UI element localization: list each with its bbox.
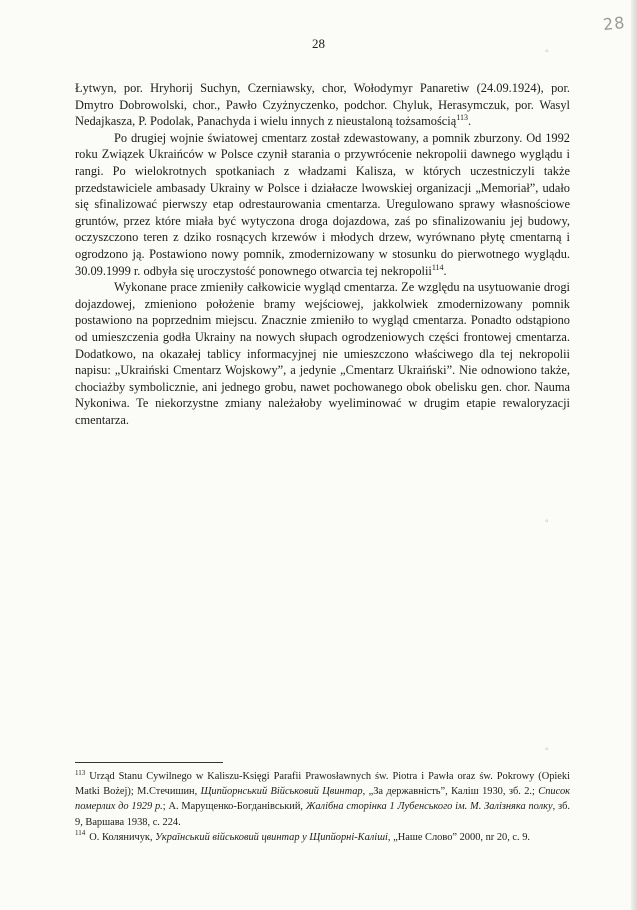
paragraph-2-end: . bbox=[443, 263, 447, 278]
body-text bbox=[75, 80, 570, 428]
paragraph-2-text: Po drugiej wojnie światowej cmentarz został zdewastowany, a pomnik zburzony. Od 1992 roku Związek Ukraińców w Polsce czynił starania o przywrócenie nekropolii dawnego wyglądu i rangi. Po wielokrotnych spotkaniach z władzami Kalisza, w których uczestniczyli także przedstawiciele ambasady Ukrainy w Polsce i działacze lwowskiej organizacji „Memoriał”, udało się sfinalizować pierwszy etap odrestaurowania cmentarza. Uregulowano sprawy własnościowe gruntów, przez które miała być wytyczona droga dojazdowa, zaś po sfinalizowaniu jej budowy, oczyszczono teren z dziko rosnących krzewów i młodych drzew, wyrównano płytę cmentarną i ogrodzono ją. Postawiono nowy pomnik, zmodernizowany w stosunku do pierwotnego wyglądu. 30.09.1999 r. odbyła się uroczystość ponownego otwarcia tej nekropolii bbox=[75, 130, 570, 278]
paragraph-1-text: Łytwyn, por. Hryhorij Suchyn, Czerniawsky, chor, Wołodymyr Panaretiw (24.09.1924), por. Dmytro Dobrowolski, chor., Pawło Czyżnyczenko, podchor. Chyluk, Herasymczuk, por. Wasyl Nedajkasza, P. Podolak, Panachyda i wielu innych z nieustaloną tożsamością bbox=[75, 81, 570, 129]
footnote-title: Щипйорнський Військовий Цвинтар bbox=[200, 786, 363, 798]
footnote-text: , зб. 9, Варшава 1938, с. 224. bbox=[75, 801, 571, 828]
scan-mark-icon: ◦ bbox=[545, 744, 549, 755]
footnote-title: Український військовий цвинтар у Щипйорні-Каліші bbox=[155, 831, 388, 843]
footnote-title: Жалібна сторінка 1 Лубенського ім. М. Залізняка полку bbox=[305, 801, 553, 813]
scan-mark-icon: ◦ bbox=[545, 516, 549, 527]
footnote-ref-113: 113 bbox=[456, 113, 468, 123]
footnote-text: ; А. Марущенко-Богданівський, bbox=[162, 801, 306, 813]
page-number: 28 bbox=[312, 36, 325, 51]
footnote-text: Urząd Stanu Cywilnego w Kaliszu-Księgi Parafii Prawosławnych św. Piotra i Pawła oraz św. Pokrowy (Opieki Matki Bożej); М.Стечишин, bbox=[75, 771, 570, 798]
paragraph-3 bbox=[75, 279, 570, 428]
footnote-113 bbox=[75, 769, 570, 830]
paragraph-1-end: . bbox=[467, 114, 472, 129]
page-edge bbox=[631, 0, 637, 910]
footnote-number: 114 bbox=[75, 829, 86, 838]
scan-mark-icon: ◦ bbox=[545, 46, 549, 57]
paragraph-2 bbox=[75, 130, 570, 279]
paragraph-3-text: Wykonane prace zmieniły całkowicie wygląd cmentarza. Ze względu na usytuowanie drogi dojazdowej, zmieniono położenie bramy wejściowej, jakkolwiek zmodernizowany pomnik postawiono na poprzednim miejscu. Znacznie zmieniło to wygląd cmentarza. Ponadto odstąpiono od umieszczenia godła Ukrainy na nowych słupach ogrodzeniowych części frontowej cmentarza. Dodatkowo, na okazałej tablicy informacyjnej nie umieszczono właściwego dla tej nekropolii napisu: „Ukraiński Cmentarz Wojskowy”, a jedynie „Cmentarz Ukraiński”. Nie odnowiono także, chociażby symbolicznie, ani jednego grobu, nawet pochowanego obok obelisku gen. chor. Nauma Nykoniwa. Te niekorzystne zmiany należałoby wyeliminować w drugim etapie rewaloryzacji cmentarza. bbox=[75, 280, 570, 427]
footnotes bbox=[75, 769, 570, 845]
footnote-title: Список померлих до 1929 р. bbox=[75, 786, 570, 813]
footnote-114 bbox=[75, 830, 570, 845]
footnote-text: , „За державність”, Каліш 1930, зб. 2.; bbox=[362, 786, 539, 798]
footnote-number: 113 bbox=[75, 768, 86, 777]
footnote-text: О. Коляничук, bbox=[89, 831, 156, 843]
footnote-divider bbox=[75, 762, 223, 763]
footnote-text: , „Наше Слово” 2000, nr 20, с. 9. bbox=[387, 831, 531, 843]
paragraph-1 bbox=[75, 80, 570, 130]
handwritten-page-number: 28 bbox=[601, 12, 626, 35]
footnote-ref-114: 114 bbox=[431, 262, 444, 272]
